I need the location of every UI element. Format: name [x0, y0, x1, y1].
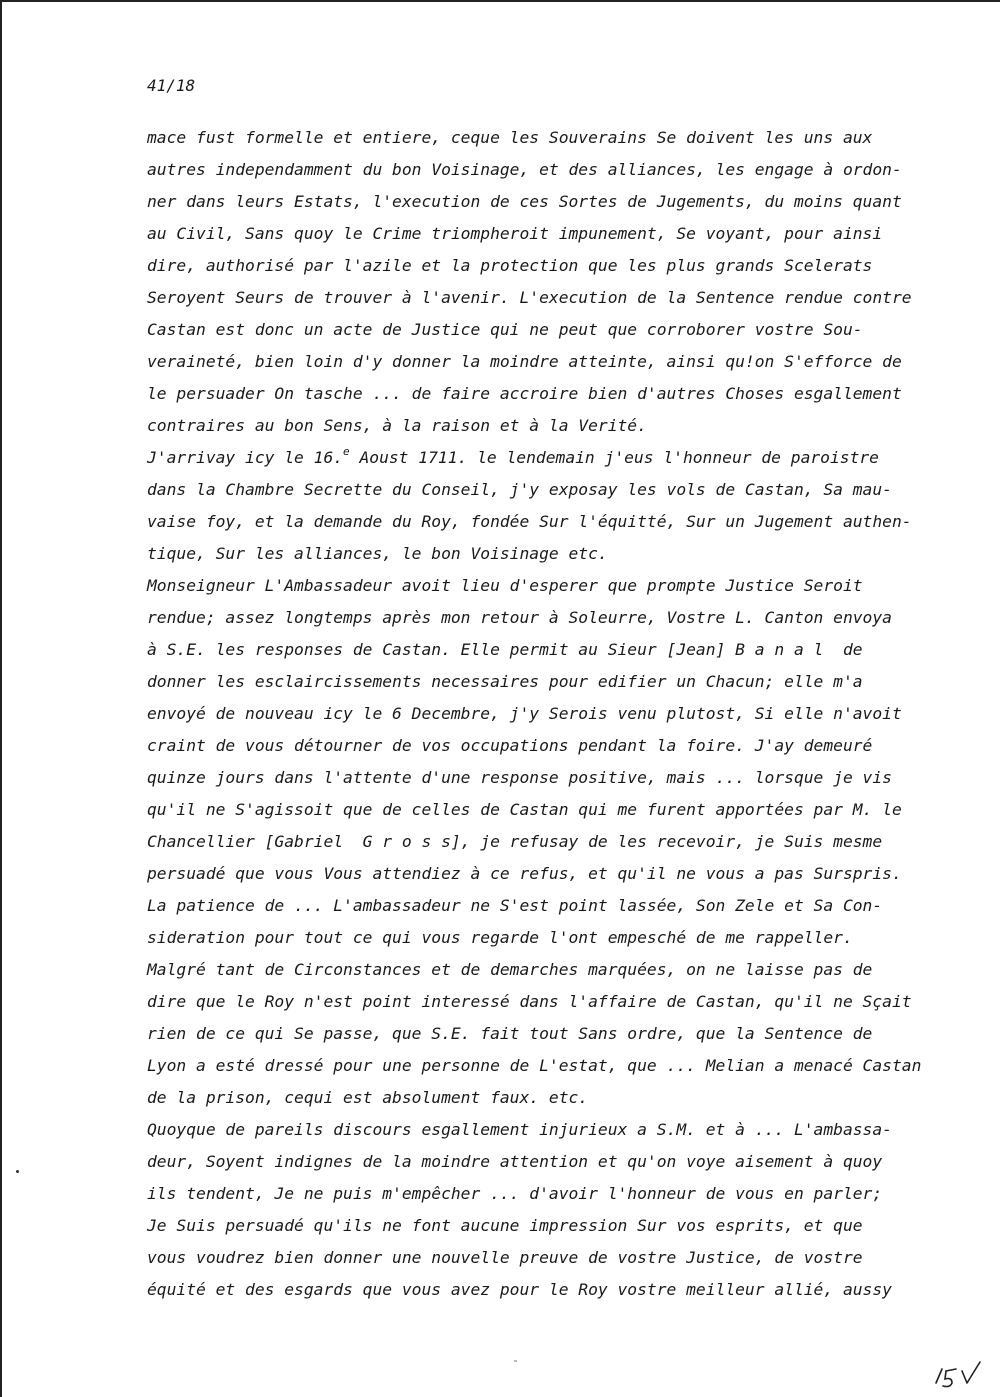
text-line: persuadé que vous Vous attendiez à ce refus, et qu'il ne vous a pas Surspris. [147, 864, 902, 883]
text-line: deur, Soyent indignes de la moindre attention et qu'on voye aisement à quoy [147, 1152, 883, 1171]
text-line: Chancellier [Gabriel G r o s s], je refusay de les recevoir, je Suis mesme [147, 832, 883, 851]
text-line: ner dans leurs Estats, l'execution de ces Sortes de Jugements, du moins quant [147, 192, 902, 211]
text-line: quinze jours dans l'attente d'une response positive, mais ... lorsque je vis [147, 768, 892, 787]
stray-ink-dot [16, 1170, 19, 1173]
faint-scan-mark [514, 1360, 517, 1362]
text-line: Quoyque de pareils discours esgallement injurieux a S.M. et à ... L'ambassa- [147, 1120, 892, 1139]
text-line: Lyon a esté dressé pour une personne de L'estat, que ... Melian a menacé Castan [147, 1056, 922, 1075]
text-line: rendue; assez longtemps après mon retour à Soleurre, Vostre L. Canton envoya [147, 608, 892, 627]
text-line: au Civil, Sans quoy le Crime triompheroit impunement, Se voyant, pour ainsi [147, 224, 883, 243]
text-line: de la prison, cequi est absolument faux. etc. [147, 1088, 589, 1107]
text-line: qu'il ne S'agissoit que de celles de Castan qui me furent apportées par M. le [147, 800, 902, 819]
date-line-start: J'arrivay icy le 16. [147, 448, 344, 467]
text-line: dire que le Roy n'est point interessé dans l'affaire de Castan, qu'il ne Sçait [147, 992, 912, 1011]
text-line: ils tendent, Je ne puis m'empêcher ... d'avoir l'honneur de vous en parler; [147, 1184, 883, 1203]
text-line: vous voudrez bien donner une nouvelle preuve de vostre Justice, de vostre [147, 1248, 863, 1267]
text-line: tique, Sur les alliances, le bon Voisinage etc. [147, 544, 608, 563]
text-line: donner les esclaircissements necessaires pour edifier un Chacun; elle m'a [147, 672, 863, 691]
text-line: envoyé de nouveau icy le 6 Decembre, j'y Serois venu plutost, Si elle n'avoit [147, 704, 902, 723]
text-line: dire, authorisé par l'azile et la protection que les plus grands Scelerats [147, 256, 873, 275]
text-line: Castan est donc un acte de Justice qui ne peut que corroborer vostre Sou- [147, 320, 863, 339]
handwritten-folio-mark [932, 1359, 992, 1389]
text-line: Seroyent Seurs de trouver à l'avenir. L'execution de la Sentence rendue contre [147, 288, 912, 307]
text-line: équité et des esgards que vous avez pour le Roy vostre meilleur allié, aussy [147, 1280, 892, 1299]
text-line: Je Suis persuadé qu'ils ne font aucune impression Sur vos esprits, et que [147, 1216, 863, 1235]
text-line: autres independamment du bon Voisinage, et des alliances, les engage à ordon- [147, 160, 902, 179]
page-number: 41/18 [147, 76, 196, 95]
date-line [147, 445, 879, 468]
text-line: vaise foy, et la demande du Roy, fondée Sur l'équitté, Sur un Jugement authen- [147, 512, 912, 531]
folio-handwriting-icon [932, 1359, 992, 1389]
text-line: le persuader On tasche ... de faire accroire bien d'autres Choses esgallement [147, 384, 902, 403]
text-line: Malgré tant de Circonstances et de demarches marquées, on ne laisse pas de [147, 960, 873, 979]
ordinal-superscript: e [343, 445, 350, 458]
text-line: mace fust formelle et entiere, ceque les Souverains Se doivent les uns aux [147, 128, 873, 147]
text-line: Monseigneur L'Ambassadeur avoit lieu d'esperer que prompte Justice Seroit [147, 576, 863, 595]
text-line: contraires au bon Sens, à la raison et à la Verité. [147, 416, 647, 435]
text-line: La patience de ... L'ambassadeur ne S'est point lassée, Son Zele et Sa Con- [147, 896, 883, 915]
text-line: veraineté, bien loin d'y donner la moindre atteinte, ainsi qu!on S'efforce de [147, 352, 902, 371]
text-line: à S.E. les responses de Castan. Elle permit au Sieur [Jean] B a n a l de [147, 640, 863, 659]
text-line: dans la Chambre Secrette du Conseil, j'y exposay les vols de Castan, Sa mau- [147, 480, 892, 499]
text-line: sideration pour tout ce qui vous regarde l'ont empesché de me rappeller. [147, 928, 853, 947]
text-line: rien de ce qui Se passe, que S.E. fait tout Sans ordre, que la Sentence de [147, 1024, 873, 1043]
date-line-rest: Aoust 1711. le lendemain j'eus l'honneur de paroistre [349, 448, 879, 467]
text-line: craint de vous détourner de vos occupations pendant la foire. J'ay demeuré [147, 736, 873, 755]
